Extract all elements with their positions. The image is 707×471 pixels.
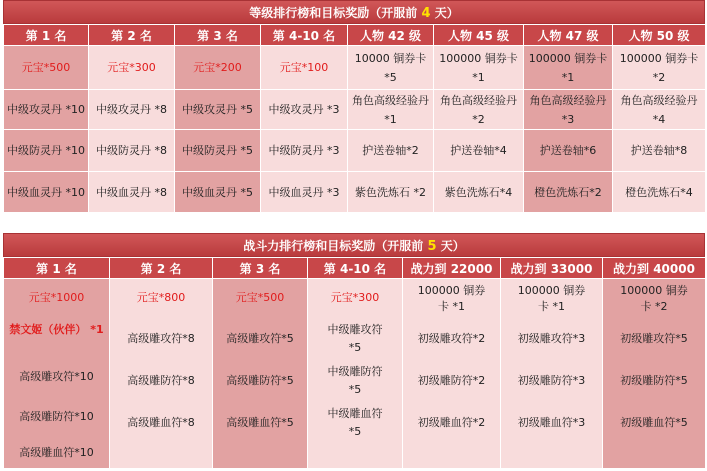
header-cell: 第 4-10 名 (261, 25, 348, 46)
list-item: 100000 铜券卡 *1 (417, 284, 486, 313)
rank-1-column (4, 279, 110, 469)
list-item: 初级雕防符*3 (517, 374, 586, 387)
list-item: 高级雕防符*10 (19, 410, 94, 423)
list-item: 中级雕防符 *5 (327, 365, 383, 396)
header-cell: 战力到 33000 (501, 258, 603, 279)
list-item: 高级雕血符*8 (127, 416, 195, 429)
table-cell: 中级防灵丹 *8 (89, 130, 175, 172)
table-cell: 紫色洗炼石 *2 (348, 172, 434, 213)
list-item: 初级雕攻符*5 (620, 332, 688, 345)
title-suffix: 天） (434, 6, 459, 20)
list-item: 初级雕血符*2 (417, 416, 486, 429)
table-row (4, 90, 706, 130)
table-row (4, 46, 706, 90)
header-cell: 第 3 名 (175, 25, 261, 46)
rank-4-10-column (308, 279, 403, 469)
table-cell: 角色高级经验丹*1 (348, 90, 434, 130)
list-item: 元宝*500 (235, 291, 285, 304)
table-header-row (4, 258, 706, 279)
level-ranking-panel (3, 0, 705, 213)
list-item: 高级雕防符*5 (226, 374, 294, 387)
list-item: 中级雕血符 *5 (327, 407, 383, 438)
header-cell: 战力到 22000 (403, 258, 501, 279)
list-item: 100000 铜券卡 *2 (620, 284, 688, 313)
table-cell: 中级攻灵丹 *10 (4, 90, 89, 130)
rank-3-column (213, 279, 308, 469)
table-cell: 中级防灵丹 *3 (261, 130, 348, 172)
list-item: 100000 铜券卡 *1 (517, 284, 586, 313)
power-40000-column (603, 279, 706, 469)
table-cell: 角色高级经验丹*4 (613, 90, 706, 130)
table-cell: 中级攻灵丹 *5 (175, 90, 261, 130)
power-33000-column (501, 279, 603, 469)
title-suffix: 天） (440, 239, 465, 253)
table-cell: 10000 铜券卡 *5 (348, 46, 434, 90)
header-cell: 第 3 名 (213, 258, 308, 279)
list-item: 初级雕防符*5 (620, 374, 688, 387)
table-header-row (4, 25, 706, 46)
list-item: 初级雕血符*5 (620, 416, 688, 429)
list-item: 元宝*1000 (28, 291, 85, 304)
table-cell: 元宝*100 (261, 46, 348, 90)
table-cell: 元宝*300 (89, 46, 175, 90)
table-row (4, 279, 706, 469)
header-cell: 人物 45 级 (434, 25, 524, 46)
table-cell: 中级攻灵丹 *3 (261, 90, 348, 130)
title-days: 4 (421, 6, 431, 21)
table-cell: 中级血灵丹 *8 (89, 172, 175, 213)
header-cell: 第 2 名 (89, 25, 175, 46)
table-cell: 橙色洗炼石*4 (613, 172, 706, 213)
list-item: 初级雕攻符*3 (517, 332, 586, 345)
list-item: 高级雕血符*10 (19, 446, 94, 459)
table-cell: 橙色洗炼石*2 (524, 172, 613, 213)
table-cell: 角色高级经验丹*3 (524, 90, 613, 130)
level-reward-table (3, 24, 706, 213)
table-cell: 护送卷轴*4 (434, 130, 524, 172)
list-item: 高级雕防符*8 (127, 374, 195, 387)
table-cell: 中级攻灵丹 *8 (89, 90, 175, 130)
table-cell: 护送卷轴*8 (613, 130, 706, 172)
list-item: 初级雕防符*2 (417, 374, 486, 387)
title-days: 5 (427, 239, 437, 254)
power-ranking-panel (3, 233, 705, 471)
header-cell: 战力到 40000 (603, 258, 706, 279)
header-cell: 第 1 名 (4, 25, 89, 46)
table-cell: 护送卷轴*2 (348, 130, 434, 172)
title-prefix: 等级排行榜和目标奖励（开服前 (249, 6, 418, 20)
list-item: 高级雕攻符*8 (127, 332, 195, 345)
table-cell: 中级血灵丹 *5 (175, 172, 261, 213)
table-cell: 中级防灵丹 *10 (4, 130, 89, 172)
table-cell: 100000 铜券卡 *1 (524, 46, 613, 90)
table-row (4, 172, 706, 213)
list-item: 元宝*800 (136, 291, 186, 304)
list-item: 初级雕血符*3 (517, 416, 586, 429)
header-cell: 人物 50 级 (613, 25, 706, 46)
table-cell: 护送卷轴*6 (524, 130, 613, 172)
title-prefix: 战斗力排行榜和目标奖励（开服前 (243, 239, 424, 253)
list-item: 禁文姬（伙伴） *1 (9, 323, 104, 336)
list-item: 高级雕攻符*5 (226, 332, 294, 345)
list-item: 高级雕攻符*10 (19, 370, 94, 383)
rank-2-column (110, 279, 213, 469)
table-cell: 角色高级经验丹*2 (434, 90, 524, 130)
power-ranking-title (3, 233, 705, 257)
header-cell: 人物 42 级 (348, 25, 434, 46)
table-cell: 中级防灵丹 *5 (175, 130, 261, 172)
table-cell: 100000 铜券卡 *2 (613, 46, 706, 90)
table-cell: 元宝*200 (175, 46, 261, 90)
header-cell: 第 1 名 (4, 258, 110, 279)
header-cell: 第 2 名 (110, 258, 213, 279)
header-cell: 第 4-10 名 (308, 258, 403, 279)
table-cell: 中级血灵丹 *3 (261, 172, 348, 213)
list-item: 初级雕攻符*2 (417, 332, 486, 345)
table-cell: 中级血灵丹 *10 (4, 172, 89, 213)
list-item: 元宝*300 (330, 291, 380, 304)
table-cell: 紫色洗炼石*4 (434, 172, 524, 213)
header-cell: 人物 47 级 (524, 25, 613, 46)
table-cell: 元宝*500 (4, 46, 89, 90)
list-item: 高级雕血符*5 (226, 416, 294, 429)
table-row (4, 130, 706, 172)
list-item: 中级雕攻符 *5 (327, 323, 383, 354)
level-ranking-title (3, 0, 705, 24)
power-22000-column (403, 279, 501, 469)
table-cell: 100000 铜券卡 *1 (434, 46, 524, 90)
power-reward-table (3, 257, 706, 469)
